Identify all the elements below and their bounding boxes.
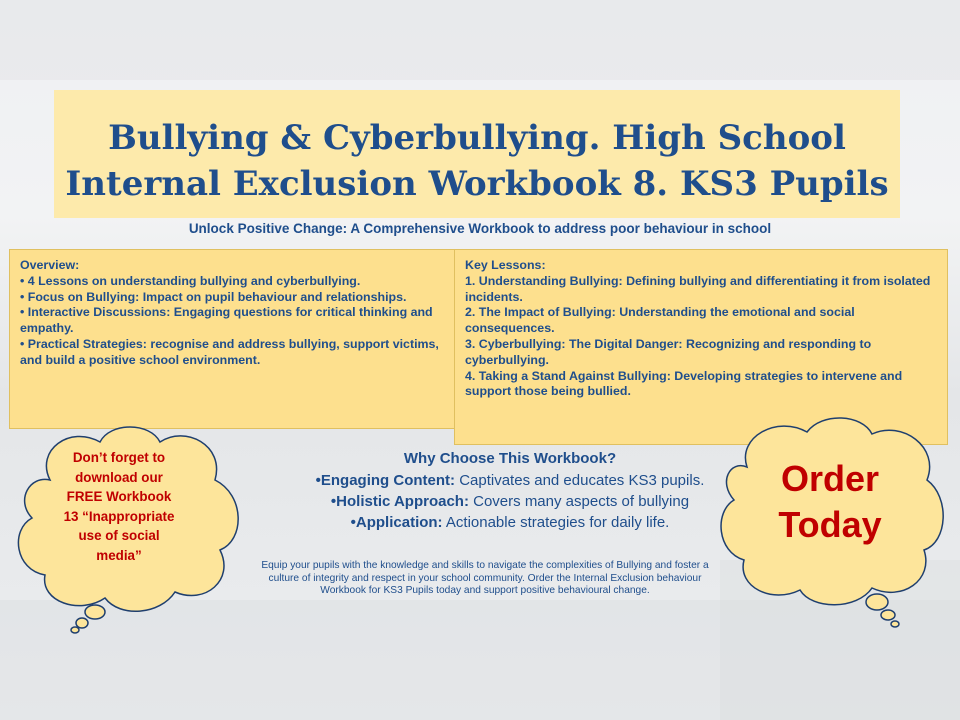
why-item	[260, 491, 760, 512]
overview-heading: Overview:	[20, 258, 80, 272]
why-item-text: Covers many aspects of bullying	[468, 493, 690, 510]
title-line-2: Internal Exclusion Workbook 8. KS3 Pupils	[65, 164, 889, 204]
subtitle: Unlock Positive Change: A Comprehensive Workbook to address poor behaviour in school	[188, 221, 772, 236]
why-section	[260, 448, 760, 533]
why-item-text: Actionable strategies for daily life.	[442, 514, 670, 531]
cloud-line: 13 “Inappropriate	[63, 508, 175, 524]
key-lessons-heading: Key Lessons:	[465, 258, 546, 272]
lesson-item: 3. Cyberbullying: The Digital Danger: Recognizing and responding to cyberbullying.	[465, 336, 872, 367]
why-item	[260, 470, 760, 491]
why-item-label: •Engaging Content:	[315, 472, 456, 489]
cloud-line: download our	[75, 469, 163, 485]
lesson-item: 2. The Impact of Bullying: Understanding the emotional and social consequences.	[465, 305, 855, 336]
title-line-1: Bullying & Cyberbullying. High School	[108, 118, 846, 158]
overview-item: • Practical Strategies: recognise and address bullying, support victims, and build a positive school environment.	[20, 336, 439, 367]
cloud-line: FREE Workbook	[66, 489, 172, 505]
why-item-label: •Holistic Approach:	[330, 493, 469, 510]
why-item-label: •Application:	[350, 514, 443, 531]
cloud-line: Don’t forget to	[72, 450, 166, 465]
description-paragraph: Equip your pupils with the knowledge and skills to navigate the complexities of Bullying and foster a culture of integrity and respect in your school community. Order the Internal Exclusion behaviour Workbook for KS3 Pupils today and support positive behavioural change.	[261, 560, 709, 596]
order-today-text	[755, 456, 905, 548]
why-item	[260, 512, 760, 533]
cloud-line: Today	[778, 504, 882, 545]
free-workbook-text	[44, 448, 194, 566]
cloud-line: Order	[780, 458, 880, 499]
page-title	[54, 115, 900, 207]
why-item-text: Captivates and educates KS3 pupils.	[455, 472, 705, 489]
overview-panel	[9, 249, 455, 429]
overview-item: • Interactive Discussions: Engaging questions for critical thinking and empathy.	[20, 305, 433, 336]
why-heading: Why Choose This Workbook?	[403, 450, 617, 467]
cloud-line: use of social	[78, 528, 160, 544]
overview-item: • Focus on Bullying: Impact on pupil behaviour and relationships.	[20, 289, 407, 304]
cloud-line: media”	[96, 547, 142, 563]
lesson-item: 1. Understanding Bullying: Defining bullying and differentiating it from isolated incidents.	[465, 273, 931, 304]
lesson-item: 4. Taking a Stand Against Bullying: Developing strategies to intervene and support those being bullied.	[465, 368, 903, 399]
overview-item: • 4 Lessons on understanding bullying and cyberbullying.	[20, 273, 361, 288]
